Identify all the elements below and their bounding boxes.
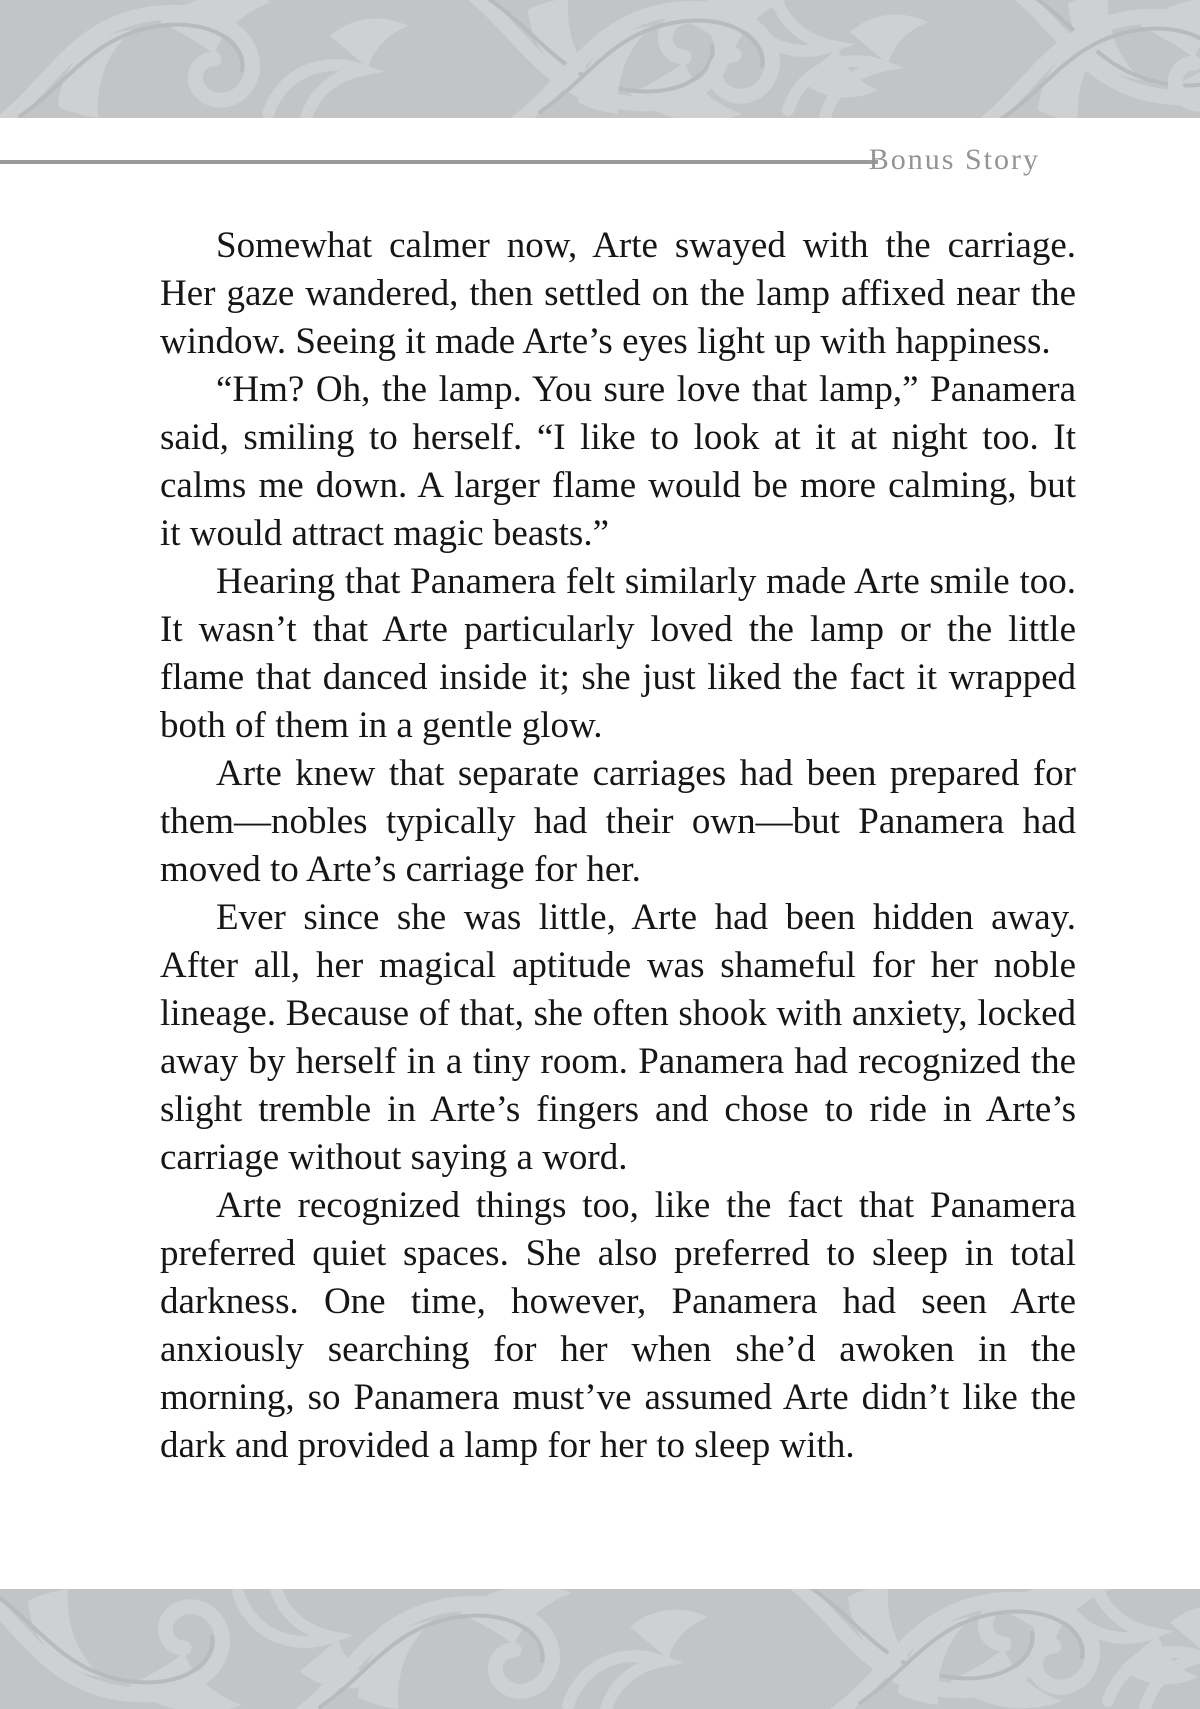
story-paragraph: Hearing that Panamera felt similarly made Arte smile too. It wasn’t that Arte particularly loved the lamp or the little flame that danced inside it; she just liked the fact it wrapped both of them in a gentle glow. xyxy=(160,561,1076,746)
story-text xyxy=(160,222,1076,1470)
floral-band-top xyxy=(0,0,1200,118)
page-title: Bonus Story xyxy=(868,143,1040,176)
story-paragraph: Ever since she was little, Arte had been hidden away. After all, her magical aptitude was shameful for her noble lineage. Because of that, she often shook with anxiety, locked away by herself in a tiny room. Panamera had recognized the slight tremble in Arte’s fingers and chose to ride in Arte’s carriage without saying a word. xyxy=(160,897,1076,1178)
story-paragraph: Arte knew that separate carriages had been prepared for them—nobles typically had their own—but Panamera had moved to Arte’s carriage for her. xyxy=(160,753,1076,890)
story-paragraph: Somewhat calmer now, Arte swayed with the carriage. Her gaze wandered, then settled on the lamp affixed near the window. Seeing it made Arte’s eyes light up with happiness. xyxy=(160,225,1076,362)
floral-band-bottom xyxy=(0,1589,1200,1709)
header-rule xyxy=(0,160,878,164)
story-paragraph: Arte recognized things too, like the fact that Panamera preferred quiet spaces. She also preferred to sleep in total darkness. One time, however, Panamera had seen Arte anxiously searching for her when she’d awoken in the morning, so Panamera must’ve assumed Arte didn’t like the dark and provided a lamp for her to sleep with. xyxy=(160,1185,1076,1466)
story-paragraph: “Hm? Oh, the lamp. You sure love that lamp,” Panamera said, smiling to herself. “I like to look at it at night too. It calms me down. A larger flame would be more calming, but it would attract magic beasts.” xyxy=(160,369,1076,554)
